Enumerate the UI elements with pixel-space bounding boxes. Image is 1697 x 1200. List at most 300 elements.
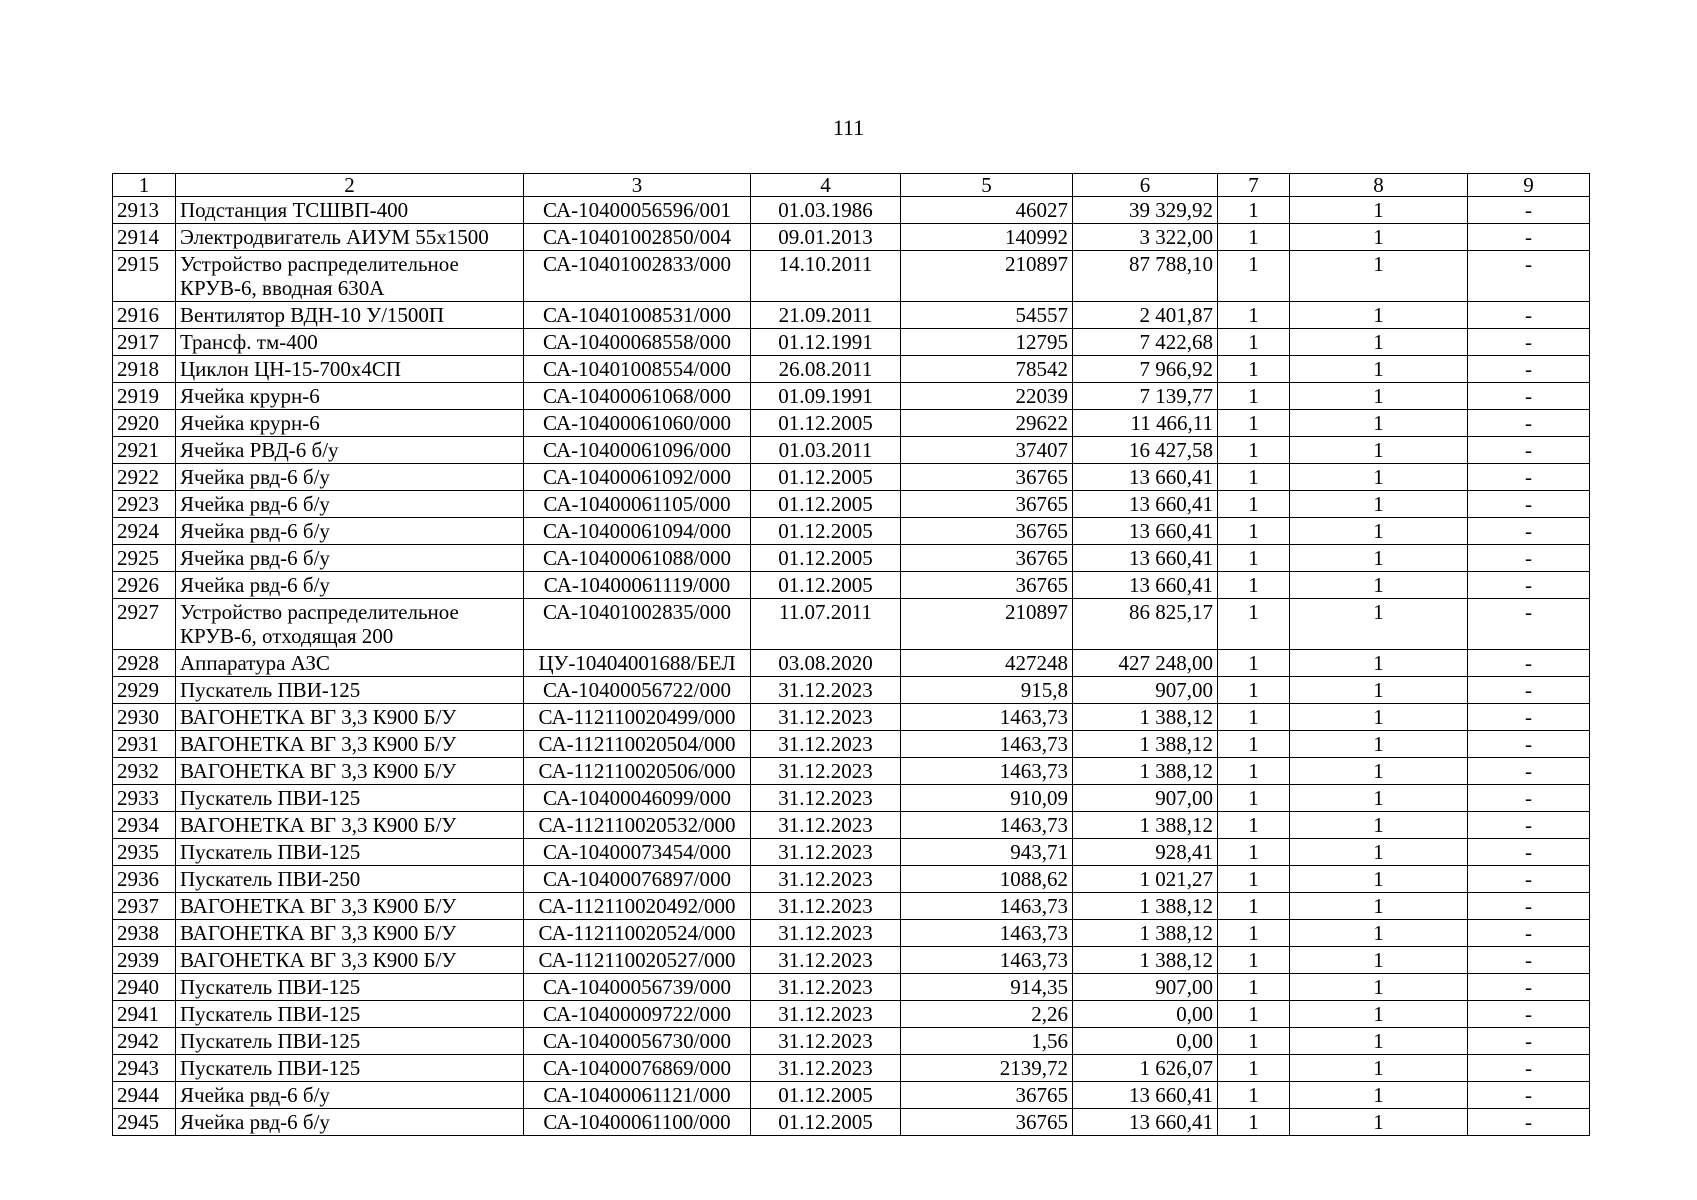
inventory-number-cell: СА-10400061105/000 [524,491,751,518]
asset-name-cell: Пускатель ПВИ-125 [176,1028,524,1055]
asset-name-cell: Пускатель ПВИ-125 [176,839,524,866]
asset-name-cell: Ячейка РВД-6 б/у [176,437,524,464]
inventory-number-cell: СА-10400061060/000 [524,410,751,437]
quantity-cell: 1 [1218,1001,1290,1028]
quantity-cell: 1 [1218,518,1290,545]
inventory-number-cell: СА-112110020527/000 [524,947,751,974]
residual-cost-cell: 907,00 [1073,974,1218,1001]
inventory-number-cell: СА-10400056596/001 [524,197,751,224]
initial-cost-cell: 36765 [901,1082,1073,1109]
asset-name-cell: ВАГОНЕТКА ВГ 3,3 К900 Б/У [176,893,524,920]
asset-name-cell: ВАГОНЕТКА ВГ 3,3 К900 Б/У [176,731,524,758]
table-row [113,251,1590,302]
inventory-number-cell: СА-10400061121/000 [524,1082,751,1109]
initial-cost-cell: 2139,72 [901,1055,1073,1082]
initial-cost-cell: 46027 [901,197,1073,224]
table-row [113,893,1590,920]
table-row [113,677,1590,704]
column-header: 6 [1073,174,1218,197]
inventory-number-cell: СА-10400061100/000 [524,1109,751,1136]
row-number-cell: 2917 [113,329,176,356]
table-row [113,758,1590,785]
quantity-cell: 1 [1218,785,1290,812]
row-number-cell: 2919 [113,383,176,410]
row-number-cell: 2932 [113,758,176,785]
date-cell: 31.12.2023 [751,866,901,893]
column-9-value-cell: - [1468,383,1590,410]
initial-cost-cell: 1463,73 [901,920,1073,947]
quantity-cell: 1 [1218,491,1290,518]
table-row [113,410,1590,437]
column-8-value-cell: 1 [1290,251,1468,302]
table-row [113,329,1590,356]
column-9-value-cell: - [1468,974,1590,1001]
quantity-cell: 1 [1218,1055,1290,1082]
column-9-value-cell: - [1468,1082,1590,1109]
asset-name-cell: Ячейка крурн-6 [176,410,524,437]
column-9-value-cell: - [1468,785,1590,812]
column-8-value-cell: 1 [1290,1082,1468,1109]
quantity-cell: 1 [1218,677,1290,704]
initial-cost-cell: 210897 [901,251,1073,302]
inventory-number-cell: СА-10401002835/000 [524,599,751,650]
column-9-value-cell: - [1468,197,1590,224]
residual-cost-cell: 1 388,12 [1073,920,1218,947]
quantity-cell: 1 [1218,410,1290,437]
initial-cost-cell: 36765 [901,572,1073,599]
column-9-value-cell: - [1468,812,1590,839]
residual-cost-cell: 16 427,58 [1073,437,1218,464]
residual-cost-cell: 1 388,12 [1073,731,1218,758]
column-header: 4 [751,174,901,197]
residual-cost-cell: 1 388,12 [1073,704,1218,731]
date-cell: 01.12.2005 [751,1109,901,1136]
inventory-number-cell: СА-10400061088/000 [524,545,751,572]
table-body [113,174,1590,1136]
column-8-value-cell: 1 [1290,329,1468,356]
column-header: 8 [1290,174,1468,197]
table-row [113,383,1590,410]
column-8-value-cell: 1 [1290,866,1468,893]
column-9-value-cell: - [1468,1001,1590,1028]
date-cell: 31.12.2023 [751,758,901,785]
table-row [113,1082,1590,1109]
date-cell: 21.09.2011 [751,302,901,329]
column-9-value-cell: - [1468,1028,1590,1055]
inventory-number-cell: ЦУ-10404001688/БЕЛ [524,650,751,677]
row-number-cell: 2943 [113,1055,176,1082]
column-9-value-cell: - [1468,893,1590,920]
residual-cost-cell: 13 660,41 [1073,572,1218,599]
quantity-cell: 1 [1218,302,1290,329]
asset-name-cell: Ячейка рвд-6 б/у [176,1082,524,1109]
column-9-value-cell: - [1468,1055,1590,1082]
table-row [113,356,1590,383]
asset-name-cell: Устройство распределительное КРУВ-6, отходящая 200 [176,599,524,650]
column-9-value-cell: - [1468,518,1590,545]
inventory-number-cell: СА-10400056730/000 [524,1028,751,1055]
row-number-cell: 2927 [113,599,176,650]
column-9-value-cell: - [1468,1109,1590,1136]
column-8-value-cell: 1 [1290,410,1468,437]
column-8-value-cell: 1 [1290,947,1468,974]
inventory-number-cell: СА-10400076897/000 [524,866,751,893]
column-8-value-cell: 1 [1290,893,1468,920]
column-9-value-cell: - [1468,920,1590,947]
table-row [113,302,1590,329]
asset-name-cell: Ячейка крурн-6 [176,383,524,410]
row-number-cell: 2913 [113,197,176,224]
initial-cost-cell: 36765 [901,491,1073,518]
column-9-value-cell: - [1468,329,1590,356]
quantity-cell: 1 [1218,893,1290,920]
column-8-value-cell: 1 [1290,1055,1468,1082]
initial-cost-cell: 1463,73 [901,947,1073,974]
inventory-number-cell: СА-112110020499/000 [524,704,751,731]
asset-name-cell: Пускатель ПВИ-125 [176,1001,524,1028]
asset-name-cell: Циклон ЦН-15-700х4СП [176,356,524,383]
column-9-value-cell: - [1468,650,1590,677]
row-number-cell: 2922 [113,464,176,491]
column-8-value-cell: 1 [1290,785,1468,812]
initial-cost-cell: 22039 [901,383,1073,410]
residual-cost-cell: 0,00 [1073,1001,1218,1028]
inventory-number-cell: СА-10401008531/000 [524,302,751,329]
quantity-cell: 1 [1218,839,1290,866]
date-cell: 31.12.2023 [751,974,901,1001]
inventory-number-cell: СА-10400061096/000 [524,437,751,464]
inventory-number-cell: СА-10400056722/000 [524,677,751,704]
inventory-number-cell: СА-112110020504/000 [524,731,751,758]
initial-cost-cell: 36765 [901,464,1073,491]
table-row [113,947,1590,974]
row-number-cell: 2930 [113,704,176,731]
date-cell: 31.12.2023 [751,893,901,920]
residual-cost-cell: 1 021,27 [1073,866,1218,893]
inventory-number-cell: СА-10400061092/000 [524,464,751,491]
quantity-cell: 1 [1218,866,1290,893]
column-8-value-cell: 1 [1290,356,1468,383]
quantity-cell: 1 [1218,650,1290,677]
quantity-cell: 1 [1218,464,1290,491]
column-8-value-cell: 1 [1290,302,1468,329]
date-cell: 31.12.2023 [751,704,901,731]
asset-name-cell: Ячейка рвд-6 б/у [176,545,524,572]
date-cell: 01.12.2005 [751,572,901,599]
date-cell: 01.12.2005 [751,410,901,437]
quantity-cell: 1 [1218,197,1290,224]
column-8-value-cell: 1 [1290,599,1468,650]
inventory-number-cell: СА-112110020532/000 [524,812,751,839]
inventory-number-cell: СА-10401002850/004 [524,224,751,251]
asset-name-cell: Ячейка рвд-6 б/у [176,464,524,491]
row-number-cell: 2933 [113,785,176,812]
initial-cost-cell: 1,56 [901,1028,1073,1055]
date-cell: 31.12.2023 [751,1001,901,1028]
column-9-value-cell: - [1468,356,1590,383]
residual-cost-cell: 1 388,12 [1073,893,1218,920]
initial-cost-cell: 140992 [901,224,1073,251]
row-number-cell: 2941 [113,1001,176,1028]
date-cell: 31.12.2023 [751,731,901,758]
table-row [113,599,1590,650]
column-header: 5 [901,174,1073,197]
column-8-value-cell: 1 [1290,677,1468,704]
residual-cost-cell: 1 388,12 [1073,812,1218,839]
date-cell: 31.12.2023 [751,812,901,839]
asset-name-cell: Ячейка рвд-6 б/у [176,491,524,518]
column-9-value-cell: - [1468,758,1590,785]
asset-name-cell: Ячейка рвд-6 б/у [176,1109,524,1136]
column-9-value-cell: - [1468,731,1590,758]
asset-name-cell: Аппаратура АЗС [176,650,524,677]
column-9-value-cell: - [1468,704,1590,731]
initial-cost-cell: 29622 [901,410,1073,437]
row-number-cell: 2918 [113,356,176,383]
row-number-cell: 2935 [113,839,176,866]
asset-name-cell: Электродвигатель АИУМ 55х1500 [176,224,524,251]
column-8-value-cell: 1 [1290,224,1468,251]
residual-cost-cell: 13 660,41 [1073,491,1218,518]
column-8-value-cell: 1 [1290,731,1468,758]
column-9-value-cell: - [1468,464,1590,491]
initial-cost-cell: 2,26 [901,1001,1073,1028]
inventory-number-cell: СА-10400068558/000 [524,329,751,356]
table-row [113,1055,1590,1082]
row-number-cell: 2945 [113,1109,176,1136]
initial-cost-cell: 1463,73 [901,893,1073,920]
asset-name-cell: Ячейка рвд-6 б/у [176,518,524,545]
date-cell: 01.12.2005 [751,491,901,518]
quantity-cell: 1 [1218,224,1290,251]
column-9-value-cell: - [1468,302,1590,329]
column-header: 1 [113,174,176,197]
column-8-value-cell: 1 [1290,1028,1468,1055]
initial-cost-cell: 943,71 [901,839,1073,866]
inventory-number-cell: СА-10401002833/000 [524,251,751,302]
asset-name-cell: Подстанция ТСШВП-400 [176,197,524,224]
column-9-value-cell: - [1468,599,1590,650]
date-cell: 26.08.2011 [751,356,901,383]
initial-cost-cell: 54557 [901,302,1073,329]
initial-cost-cell: 36765 [901,1109,1073,1136]
row-number-cell: 2925 [113,545,176,572]
date-cell: 31.12.2023 [751,785,901,812]
column-8-value-cell: 1 [1290,758,1468,785]
initial-cost-cell: 1463,73 [901,758,1073,785]
date-cell: 01.12.2005 [751,545,901,572]
row-number-cell: 2929 [113,677,176,704]
quantity-cell: 1 [1218,920,1290,947]
asset-name-cell: ВАГОНЕТКА ВГ 3,3 К900 Б/У [176,758,524,785]
asset-name-cell: Вентилятор ВДН-10 У/1500П [176,302,524,329]
asset-name-cell: Пускатель ПВИ-125 [176,1055,524,1082]
asset-name-cell: ВАГОНЕТКА ВГ 3,3 К900 Б/У [176,704,524,731]
initial-cost-cell: 914,35 [901,974,1073,1001]
column-8-value-cell: 1 [1290,839,1468,866]
quantity-cell: 1 [1218,758,1290,785]
residual-cost-cell: 1 388,12 [1073,947,1218,974]
table-row [113,839,1590,866]
column-8-value-cell: 1 [1290,1109,1468,1136]
quantity-cell: 1 [1218,1028,1290,1055]
residual-cost-cell: 1 626,07 [1073,1055,1218,1082]
date-cell: 01.03.1986 [751,197,901,224]
row-number-cell: 2924 [113,518,176,545]
initial-cost-cell: 37407 [901,437,1073,464]
residual-cost-cell: 0,00 [1073,1028,1218,1055]
residual-cost-cell: 7 966,92 [1073,356,1218,383]
row-number-cell: 2928 [113,650,176,677]
residual-cost-cell: 1 388,12 [1073,758,1218,785]
table-row [113,731,1590,758]
table-row [113,518,1590,545]
table-row [113,1109,1590,1136]
residual-cost-cell: 3 322,00 [1073,224,1218,251]
row-number-cell: 2931 [113,731,176,758]
residual-cost-cell: 13 660,41 [1073,518,1218,545]
row-number-cell: 2938 [113,920,176,947]
date-cell: 31.12.2023 [751,1055,901,1082]
table-row [113,545,1590,572]
quantity-cell: 1 [1218,947,1290,974]
quantity-cell: 1 [1218,731,1290,758]
initial-cost-cell: 78542 [901,356,1073,383]
initial-cost-cell: 915,8 [901,677,1073,704]
initial-cost-cell: 1463,73 [901,704,1073,731]
quantity-cell: 1 [1218,356,1290,383]
quantity-cell: 1 [1218,545,1290,572]
table-row [113,224,1590,251]
asset-name-cell: ВАГОНЕТКА ВГ 3,3 К900 Б/У [176,812,524,839]
date-cell: 09.01.2013 [751,224,901,251]
asset-name-cell: ВАГОНЕТКА ВГ 3,3 К900 Б/У [176,920,524,947]
row-number-cell: 2923 [113,491,176,518]
date-cell: 31.12.2023 [751,1028,901,1055]
column-9-value-cell: - [1468,866,1590,893]
column-8-value-cell: 1 [1290,545,1468,572]
column-8-value-cell: 1 [1290,812,1468,839]
residual-cost-cell: 13 660,41 [1073,1109,1218,1136]
column-8-value-cell: 1 [1290,491,1468,518]
page-number: 111 [832,115,865,140]
quantity-cell: 1 [1218,251,1290,302]
date-cell: 01.12.2005 [751,1082,901,1109]
initial-cost-cell: 910,09 [901,785,1073,812]
row-number-cell: 2921 [113,437,176,464]
residual-cost-cell: 87 788,10 [1073,251,1218,302]
residual-cost-cell: 13 660,41 [1073,464,1218,491]
quantity-cell: 1 [1218,1082,1290,1109]
quantity-cell: 1 [1218,572,1290,599]
inventory-number-cell: СА-10400009722/000 [524,1001,751,1028]
date-cell: 03.08.2020 [751,650,901,677]
asset-table [112,173,1590,1136]
table-row [113,464,1590,491]
residual-cost-cell: 907,00 [1073,785,1218,812]
table-row [113,197,1590,224]
date-cell: 01.09.1991 [751,383,901,410]
inventory-number-cell: СА-10401008554/000 [524,356,751,383]
inventory-number-cell: СА-10400046099/000 [524,785,751,812]
column-8-value-cell: 1 [1290,572,1468,599]
row-number-cell: 2926 [113,572,176,599]
date-cell: 01.12.2005 [751,518,901,545]
column-9-value-cell: - [1468,839,1590,866]
column-9-value-cell: - [1468,437,1590,464]
quantity-cell: 1 [1218,599,1290,650]
column-8-value-cell: 1 [1290,920,1468,947]
initial-cost-cell: 210897 [901,599,1073,650]
inventory-number-cell: СА-10400073454/000 [524,839,751,866]
table-row [113,866,1590,893]
inventory-number-cell: СА-112110020506/000 [524,758,751,785]
column-9-value-cell: - [1468,410,1590,437]
asset-name-cell: Пускатель ПВИ-250 [176,866,524,893]
quantity-cell: 1 [1218,437,1290,464]
table-row [113,920,1590,947]
column-8-value-cell: 1 [1290,650,1468,677]
row-number-cell: 2944 [113,1082,176,1109]
table-row [113,974,1590,1001]
quantity-cell: 1 [1218,812,1290,839]
residual-cost-cell: 11 466,11 [1073,410,1218,437]
table-row [113,1028,1590,1055]
column-header: 2 [176,174,524,197]
initial-cost-cell: 427248 [901,650,1073,677]
quantity-cell: 1 [1218,383,1290,410]
initial-cost-cell: 1463,73 [901,731,1073,758]
row-number-cell: 2915 [113,251,176,302]
date-cell: 01.03.2011 [751,437,901,464]
inventory-number-cell: СА-112110020492/000 [524,893,751,920]
table-row [113,812,1590,839]
inventory-number-cell: СА-112110020524/000 [524,920,751,947]
row-number-cell: 2937 [113,893,176,920]
column-9-value-cell: - [1468,947,1590,974]
asset-name-cell: ВАГОНЕТКА ВГ 3,3 К900 Б/У [176,947,524,974]
inventory-number-cell: СА-10400061119/000 [524,572,751,599]
asset-name-cell: Пускатель ПВИ-125 [176,974,524,1001]
quantity-cell: 1 [1218,704,1290,731]
initial-cost-cell: 36765 [901,545,1073,572]
row-number-cell: 2939 [113,947,176,974]
table-row [113,704,1590,731]
inventory-number-cell: СА-10400056739/000 [524,974,751,1001]
asset-name-cell: Пускатель ПВИ-125 [176,785,524,812]
column-header: 9 [1468,174,1590,197]
row-number-cell: 2934 [113,812,176,839]
quantity-cell: 1 [1218,1109,1290,1136]
date-cell: 31.12.2023 [751,677,901,704]
row-number-cell: 2916 [113,302,176,329]
column-8-value-cell: 1 [1290,974,1468,1001]
column-9-value-cell: - [1468,572,1590,599]
column-9-value-cell: - [1468,224,1590,251]
column-8-value-cell: 1 [1290,197,1468,224]
column-8-value-cell: 1 [1290,704,1468,731]
asset-name-cell: Ячейка рвд-6 б/у [176,572,524,599]
table-header-row [113,174,1590,197]
asset-name-cell: Пускатель ПВИ-125 [176,677,524,704]
inventory-number-cell: СА-10400061068/000 [524,383,751,410]
initial-cost-cell: 12795 [901,329,1073,356]
initial-cost-cell: 1088,62 [901,866,1073,893]
row-number-cell: 2942 [113,1028,176,1055]
column-8-value-cell: 1 [1290,437,1468,464]
initial-cost-cell: 36765 [901,518,1073,545]
residual-cost-cell: 7 422,68 [1073,329,1218,356]
